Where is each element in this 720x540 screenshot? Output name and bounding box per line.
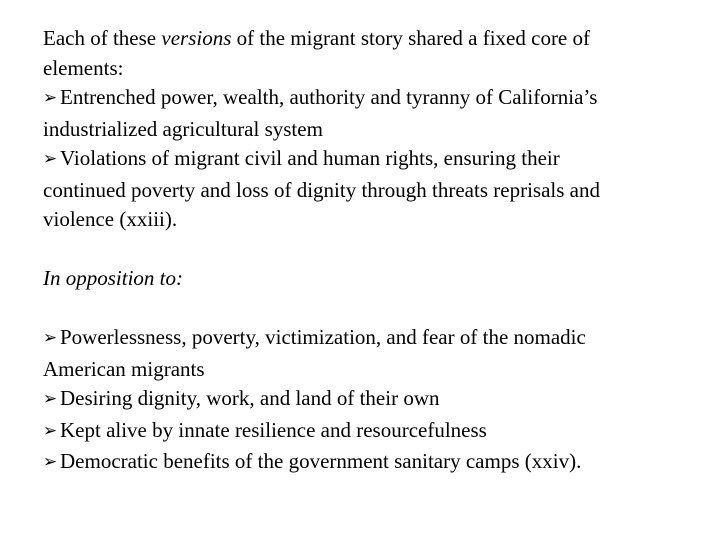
opposition-bullet-3-text: Kept alive by innate resilience and resourcefulness — [60, 417, 487, 442]
core-bullet-1-text: Entrenched power, wealth, authority and tyranny of California’s — [60, 85, 598, 109]
opposition-heading-text: In opposition to: — [43, 265, 183, 290]
opposition-bullet-4-text: Democratic benefits of the government sanitary camps (xxiv). — [60, 449, 582, 473]
intro-suffix: of the migrant story shared a fixed core of — [231, 26, 590, 50]
arrowhead-bullet-icon: ➢ — [43, 88, 58, 108]
core-bullet-2 — [43, 144, 703, 176]
opposition-bullet-1 — [43, 323, 703, 355]
core-bullet-2-cont-2: violence (xxiii). — [43, 207, 178, 231]
opposition-bullet-3 — [43, 416, 703, 448]
intro-emphasis: versions — [161, 26, 232, 50]
core-bullet-1-cont: industrialized agricultural system — [43, 116, 323, 141]
core-bullet-2-text: Violations of migrant civil and human rights, ensuring their — [60, 146, 560, 170]
intro-line-1 — [43, 24, 703, 54]
opposition-bullet-1-text: Powerlessness, poverty, victimization, and fear of the nomadic — [60, 325, 586, 349]
intro-line-2: elements: — [43, 55, 124, 80]
opposition-bullet-2-text: Desiring dignity, work, and land of their own — [60, 386, 440, 410]
opposition-bullet-4 — [43, 447, 703, 479]
spacer — [43, 293, 703, 323]
slide-body — [43, 24, 703, 479]
arrowhead-bullet-icon: ➢ — [43, 149, 58, 169]
spacer — [43, 235, 703, 264]
opposition-bullet-1-cont: American migrants — [43, 356, 205, 381]
core-bullet-1 — [43, 83, 703, 115]
opposition-heading — [43, 264, 703, 294]
arrowhead-bullet-icon: ➢ — [43, 328, 58, 348]
arrowhead-bullet-icon: ➢ — [43, 420, 58, 441]
intro-prefix: Each of these — [43, 26, 162, 50]
arrowhead-bullet-icon: ➢ — [43, 452, 58, 472]
opposition-bullet-2 — [43, 384, 703, 416]
arrowhead-bullet-icon: ➢ — [43, 389, 58, 409]
core-bullet-2-cont-1: continued poverty and loss of dignity through threats reprisals and — [43, 177, 600, 202]
